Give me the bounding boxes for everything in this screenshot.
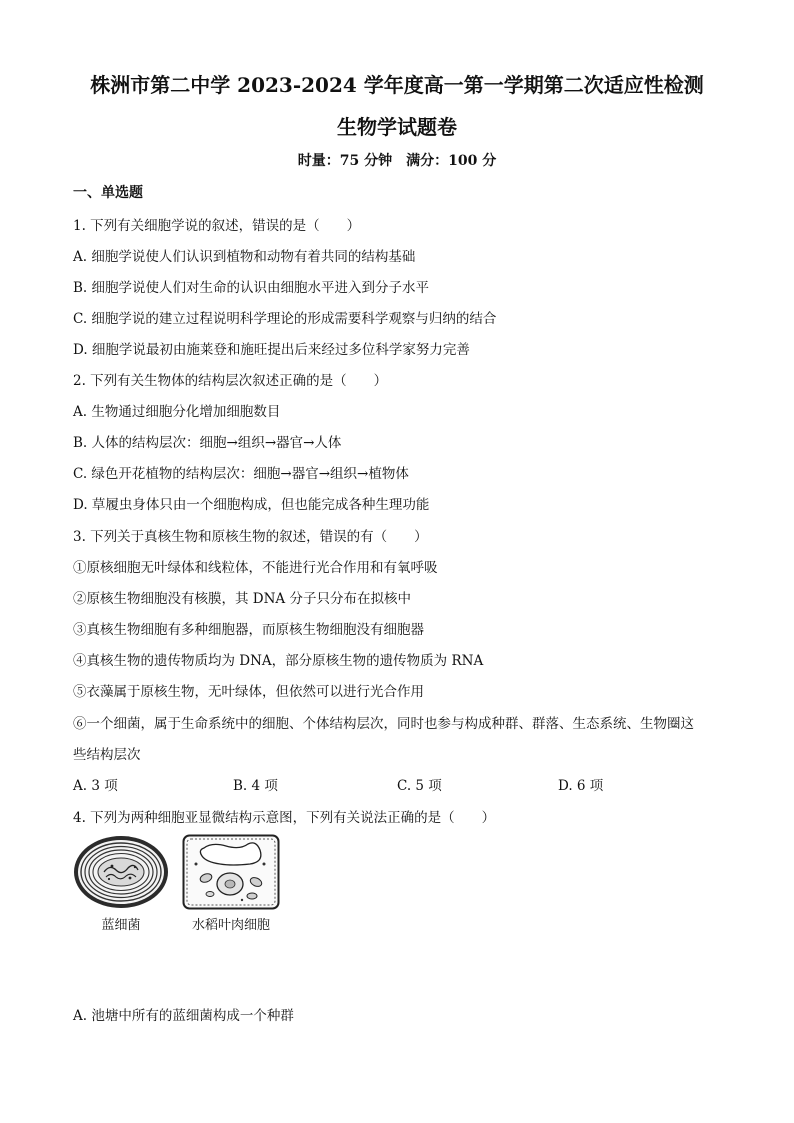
- q3-statement-3: ③真核生物细胞有多种细胞器，而原核生物细胞没有细胞器: [73, 622, 424, 638]
- exam-subtitle: 生物学试题卷: [337, 115, 457, 139]
- q4-option-a: A. 池塘中所有的蓝细菌构成一个种群: [73, 1008, 294, 1024]
- q1-stem: 1. 下列有关细胞学说的叙述，错误的是（ ）: [73, 218, 361, 234]
- q2-option-d: D. 草履虫身体只由一个细胞构成，但也能完成各种生理功能: [73, 497, 430, 513]
- q3-statement-1: ①原核细胞无叶绿体和线粒体，不能进行光合作用和有氧呼吸: [73, 560, 438, 576]
- full-score: 满分：100 分: [406, 153, 497, 169]
- exam-title: 株洲市第二中学 2023-2024 学年度高一第一学期第二次适应性检测: [90, 73, 704, 97]
- q2-stem: 2. 下列有关生物体的结构层次叙述正确的是（ ）: [73, 373, 388, 389]
- q3-statement-6-line1: ⑥一个细菌，属于生命系统中的细胞、个体结构层次，同时也参与构成种群、群落、生态系统、生物圈这: [73, 716, 694, 732]
- q4-stem: 4. 下列为两种细胞亚显微结构示意图，下列有关说法正确的是（ ）: [73, 810, 496, 826]
- q3-option-a: A. 3 项: [73, 778, 118, 794]
- q3-option-c: C. 5 项: [397, 778, 442, 794]
- cyanobacterium-drawing: [72, 834, 170, 910]
- q1-option-b: B. 细胞学说使人们对生命的认识由细胞水平进入到分子水平: [73, 280, 430, 296]
- q1-option-a: A. 细胞学说使人们认识到植物和动物有着共同的结构基础: [73, 249, 416, 265]
- q3-statement-4: ④真核生物的遗传物质均为 DNA，部分原核生物的遗传物质为 RNA: [73, 653, 484, 669]
- q3-statement-5: ⑤衣藻属于原核生物，无叶绿体，但依然可以进行光合作用: [73, 684, 424, 700]
- q3-option-b: B. 4 项: [233, 778, 278, 794]
- cyanobacterium-diagram: [72, 834, 170, 914]
- time-limit: 时量：75 分钟: [297, 153, 393, 169]
- q3-option-d: D. 6 项: [558, 778, 604, 794]
- section-title: 一、单选题: [73, 185, 143, 201]
- cyanobacterium-caption: 蓝细菌: [101, 918, 141, 933]
- q1-option-d: D. 细胞学说最初由施莱登和施旺提出后来经过多位科学家努力完善: [73, 342, 470, 358]
- rice-cell-caption: 水稻叶肉细胞: [191, 918, 270, 933]
- rice-mesophyll-cell-drawing: [182, 834, 280, 910]
- q3-stem: 3. 下列关于真核生物和原核生物的叙述，错误的有（ ）: [73, 529, 428, 545]
- q3-statement-6-line2: 些结构层次: [73, 747, 141, 763]
- q1-option-c: C. 细胞学说的建立过程说明科学理论的形成需要科学观察与归纳的结合: [73, 311, 497, 327]
- q2-option-b: B. 人体的结构层次：细胞→组织→器官→人体: [73, 435, 342, 451]
- q2-option-a: A. 生物通过细胞分化增加细胞数目: [73, 404, 281, 420]
- exam-meta: [0, 150, 794, 170]
- q3-choices: [73, 774, 733, 794]
- rice-mesophyll-cell-diagram: [182, 834, 280, 914]
- q2-option-c: C. 绿色开花植物的结构层次：细胞→器官→组织→植物体: [73, 466, 409, 482]
- cell-diagram-figure: [72, 834, 282, 934]
- q3-statement-2: ②原核生物细胞没有核膜，其 DNA 分子只分布在拟核中: [73, 591, 411, 607]
